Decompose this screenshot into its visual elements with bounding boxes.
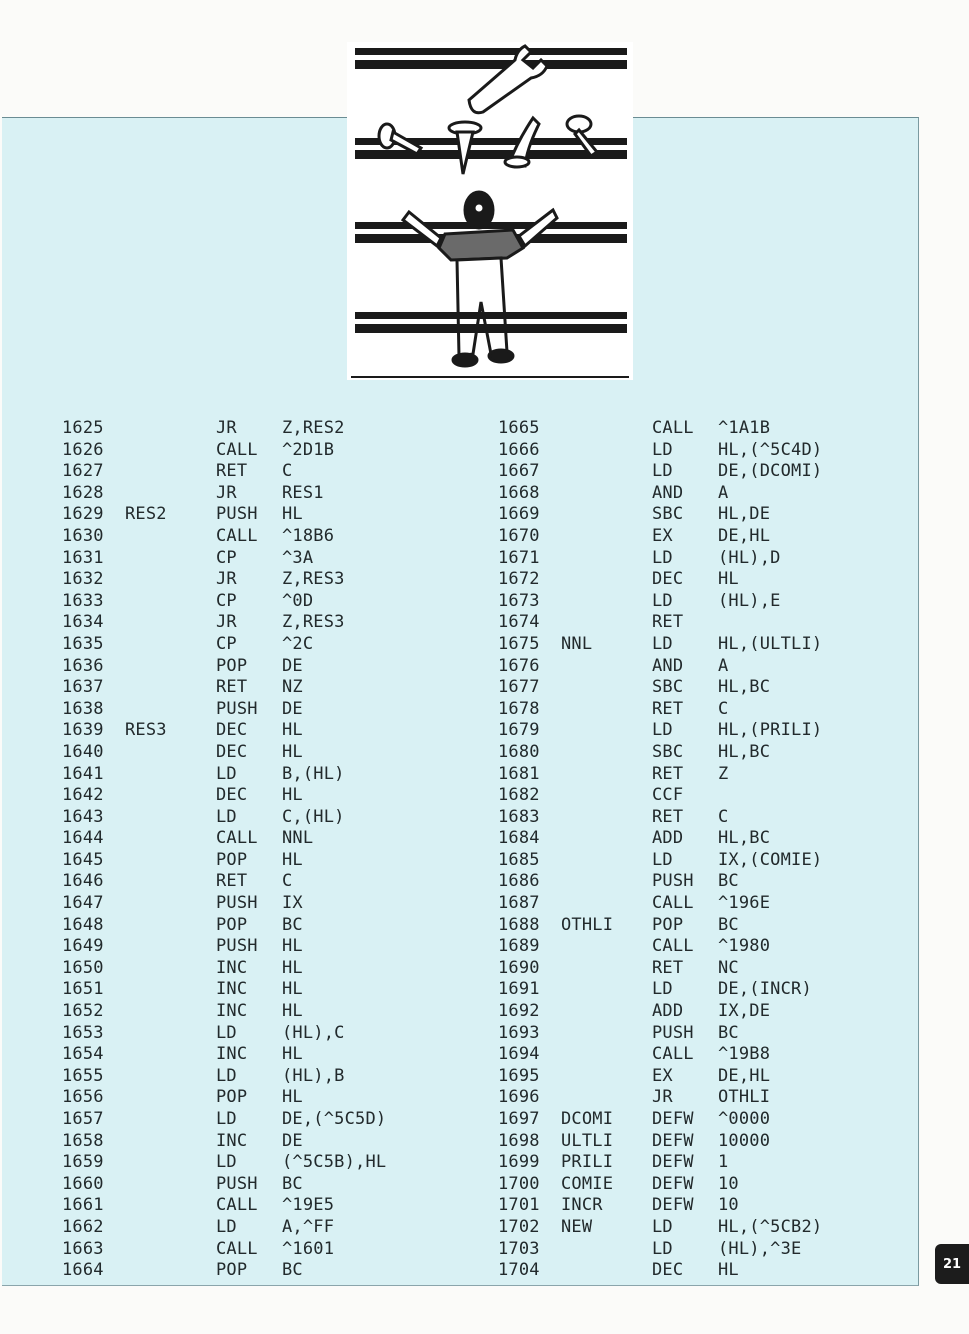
- operand: HL,(^5CB2): [718, 1216, 823, 1237]
- operand: HL,(PRILI): [718, 720, 823, 741]
- operand: HL: [282, 1001, 303, 1022]
- operand: C: [718, 698, 729, 719]
- line-number: 1654: [62, 1044, 104, 1065]
- operand: ^18B6: [282, 525, 335, 546]
- operand: HL: [282, 957, 303, 978]
- operand: HL,BC: [718, 677, 771, 698]
- opcode: CP: [216, 590, 237, 611]
- opcode: SBC: [652, 504, 684, 525]
- opcode: CCF: [652, 785, 684, 806]
- operand: DE: [282, 698, 303, 719]
- operand: HL,(ULTLI): [718, 633, 823, 654]
- operand: B,(HL): [282, 763, 345, 784]
- opcode: DEC: [216, 720, 248, 741]
- wrench-icon: [469, 46, 547, 113]
- opcode: PUSH: [216, 1173, 258, 1194]
- opcode: LD: [216, 1109, 237, 1129]
- opcode: RET: [652, 698, 684, 719]
- line-number: 1666: [498, 439, 540, 460]
- opcode: CALL: [652, 893, 694, 914]
- line-number: 1669: [498, 504, 540, 525]
- line-number: 1659: [62, 1152, 104, 1173]
- line-number: 1700: [498, 1173, 540, 1194]
- screw-icon: [449, 122, 481, 174]
- line-number: 1655: [62, 1065, 104, 1086]
- line-number: 1687: [498, 893, 540, 914]
- operand: ^19B8: [718, 1044, 771, 1065]
- operand: ^196E: [718, 893, 771, 914]
- line-number: 1645: [62, 849, 104, 870]
- operand: DE,(INCR): [718, 979, 812, 1000]
- line-number: 1658: [62, 1130, 104, 1151]
- opcode: CALL: [216, 1195, 258, 1216]
- line-number: 1697: [498, 1109, 540, 1129]
- operand: (HL),E: [718, 590, 781, 611]
- opcode: DEFW: [652, 1152, 694, 1173]
- opcode: EX: [652, 1065, 673, 1086]
- opcode: POP: [216, 1260, 248, 1281]
- line-number: 1643: [62, 806, 104, 827]
- operand: ^1A1B: [718, 418, 771, 438]
- operand: (HL),D: [718, 547, 781, 568]
- opcode: POP: [216, 655, 248, 676]
- line-number: 1694: [498, 1044, 540, 1065]
- operand: C: [282, 871, 293, 892]
- operand: BC: [718, 871, 739, 892]
- opcode: INC: [216, 979, 248, 1000]
- opcode: ADD: [652, 828, 684, 849]
- opcode: PUSH: [216, 893, 258, 914]
- opcode: LD: [652, 979, 673, 1000]
- line-number: 1671: [498, 547, 540, 568]
- opcode: JR: [216, 418, 237, 438]
- opcode: LD: [652, 633, 673, 654]
- opcode: SBC: [652, 741, 684, 762]
- opcode: RET: [216, 871, 248, 892]
- operand: HL,BC: [718, 828, 771, 849]
- opcode: AND: [652, 655, 684, 676]
- line-number: 1680: [498, 741, 540, 762]
- line-label: NNL: [561, 633, 593, 654]
- opcode: CALL: [216, 828, 258, 849]
- line-number: 1629: [62, 504, 104, 525]
- opcode: RET: [652, 806, 684, 827]
- line-label: RES2: [125, 504, 167, 525]
- operand: IX,DE: [718, 1001, 771, 1022]
- line-number: 1675: [498, 633, 540, 654]
- line-label: NEW: [561, 1216, 593, 1237]
- opcode: LD: [216, 763, 237, 784]
- opcode: LD: [652, 720, 673, 741]
- opcode: ADD: [652, 1001, 684, 1022]
- line-number: 1667: [498, 461, 540, 482]
- operand: ^0D: [282, 590, 314, 611]
- opcode: LD: [216, 1065, 237, 1086]
- operand: ^0000: [718, 1109, 771, 1129]
- operand: HL: [282, 720, 303, 741]
- operand: DE,HL: [718, 525, 771, 546]
- operand: ^3A: [282, 547, 314, 568]
- line-number: 1649: [62, 936, 104, 957]
- operand: HL,(^5C4D): [718, 439, 823, 460]
- opcode: LD: [652, 547, 673, 568]
- line-number: 1688: [498, 914, 540, 935]
- opcode: RET: [216, 461, 248, 482]
- line-number: 1638: [62, 698, 104, 719]
- operand: RES1: [282, 482, 324, 503]
- opcode: LD: [652, 439, 673, 460]
- opcode: DEFW: [652, 1130, 694, 1151]
- opcode: LD: [652, 849, 673, 870]
- line-number: 1656: [62, 1087, 104, 1108]
- line-number: 1696: [498, 1087, 540, 1108]
- line-number: 1679: [498, 720, 540, 741]
- operand: Z,RES3: [282, 569, 345, 590]
- operand: NC: [718, 957, 739, 978]
- line-number: 1691: [498, 979, 540, 1000]
- line-label: COMIE: [561, 1173, 614, 1194]
- opcode: DEFW: [652, 1173, 694, 1194]
- line-number: 1625: [62, 418, 104, 438]
- line-number: 1678: [498, 698, 540, 719]
- operand: C,(HL): [282, 806, 345, 827]
- opcode: LD: [216, 1022, 237, 1043]
- opcode: AND: [652, 482, 684, 503]
- operand: ^1980: [718, 936, 771, 957]
- operand: HL: [282, 1044, 303, 1065]
- line-number: 1661: [62, 1195, 104, 1216]
- operand: (HL),B: [282, 1065, 345, 1086]
- illustration-wrench-screws-figure: [347, 42, 633, 380]
- opcode: LD: [216, 1152, 237, 1173]
- operand: ^2D1B: [282, 439, 335, 460]
- operand: Z,RES2: [282, 418, 345, 438]
- line-number: 1641: [62, 763, 104, 784]
- operand: DE: [282, 1130, 303, 1151]
- operand: OTHLI: [718, 1087, 771, 1108]
- opcode: RET: [652, 957, 684, 978]
- opcode: CP: [216, 547, 237, 568]
- line-number: 1703: [498, 1238, 540, 1259]
- line-number: 1648: [62, 914, 104, 935]
- operand: HL: [282, 741, 303, 762]
- opcode: LD: [216, 806, 237, 827]
- line-number: 1684: [498, 828, 540, 849]
- opcode: INC: [216, 957, 248, 978]
- opcode: DEC: [652, 1260, 684, 1281]
- line-number: 1646: [62, 871, 104, 892]
- line-number: 1642: [62, 785, 104, 806]
- opcode: CALL: [652, 1044, 694, 1065]
- line-number: 1644: [62, 828, 104, 849]
- operand: HL: [718, 1260, 739, 1281]
- line-number: 1637: [62, 677, 104, 698]
- operand: HL: [282, 504, 303, 525]
- operand: A: [718, 482, 729, 503]
- operand: DE: [282, 655, 303, 676]
- line-number: 1692: [498, 1001, 540, 1022]
- line-number: 1668: [498, 482, 540, 503]
- opcode: CALL: [652, 936, 694, 957]
- line-number: 1652: [62, 1001, 104, 1022]
- opcode: CALL: [216, 1238, 258, 1259]
- opcode: RET: [652, 763, 684, 784]
- opcode: JR: [652, 1087, 673, 1108]
- operand: C: [282, 461, 293, 482]
- line-label: DCOMI: [561, 1109, 614, 1129]
- line-number: 1627: [62, 461, 104, 482]
- page-number: 21: [935, 1244, 969, 1284]
- opcode: DEC: [652, 569, 684, 590]
- line-number: 1673: [498, 590, 540, 611]
- opcode: INC: [216, 1130, 248, 1151]
- line-label: RES3: [125, 720, 167, 741]
- opcode: SBC: [652, 677, 684, 698]
- opcode: POP: [216, 1087, 248, 1108]
- opcode: PUSH: [216, 936, 258, 957]
- line-number: 1636: [62, 655, 104, 676]
- opcode: PUSH: [652, 1022, 694, 1043]
- operand: 10000: [718, 1130, 771, 1151]
- operand: DE,(DCOMI): [718, 461, 823, 482]
- line-number: 1630: [62, 525, 104, 546]
- line-number: 1695: [498, 1065, 540, 1086]
- line-label: INCR: [561, 1195, 603, 1216]
- opcode: EX: [652, 525, 673, 546]
- line-number: 1647: [62, 893, 104, 914]
- opcode: CP: [216, 633, 237, 654]
- opcode: DEC: [216, 741, 248, 762]
- operand: BC: [282, 914, 303, 935]
- opcode: RET: [652, 612, 684, 633]
- opcode: DEFW: [652, 1195, 694, 1216]
- line-number: 1633: [62, 590, 104, 611]
- operand: Z,RES3: [282, 612, 345, 633]
- line-number: 1685: [498, 849, 540, 870]
- opcode: JR: [216, 612, 237, 633]
- opcode: LD: [652, 1216, 673, 1237]
- line-number: 1631: [62, 547, 104, 568]
- operand: BC: [282, 1173, 303, 1194]
- operand: (HL),^3E: [718, 1238, 802, 1259]
- opcode: JR: [216, 482, 237, 503]
- line-number: 1657: [62, 1109, 104, 1129]
- line-number: 1682: [498, 785, 540, 806]
- line-number: 1650: [62, 957, 104, 978]
- line-number: 1640: [62, 741, 104, 762]
- operand: 10: [718, 1195, 739, 1216]
- operand: IX,(COMIE): [718, 849, 823, 870]
- line-number: 1672: [498, 569, 540, 590]
- line-number: 1674: [498, 612, 540, 633]
- operand: ^19E5: [282, 1195, 335, 1216]
- opcode: CALL: [216, 525, 258, 546]
- opcode: DEFW: [652, 1109, 694, 1129]
- line-number: 1628: [62, 482, 104, 503]
- line-number: 1677: [498, 677, 540, 698]
- operand: HL: [282, 849, 303, 870]
- operand: 1: [718, 1152, 729, 1173]
- operand: DE,(^5C5D): [282, 1109, 387, 1129]
- operand: HL,BC: [718, 741, 771, 762]
- operand: BC: [282, 1260, 303, 1281]
- line-label: ULTLI: [561, 1130, 614, 1151]
- line-number: 1653: [62, 1022, 104, 1043]
- operand: HL: [282, 936, 303, 957]
- operand: IX: [282, 893, 303, 914]
- operand: (HL),C: [282, 1022, 345, 1043]
- opcode: POP: [216, 849, 248, 870]
- opcode: PUSH: [216, 698, 258, 719]
- operand: 10: [718, 1173, 739, 1194]
- operand: HL: [718, 569, 739, 590]
- operand: DE,HL: [718, 1065, 771, 1086]
- opcode: CALL: [216, 439, 258, 460]
- opcode: POP: [652, 914, 684, 935]
- line-number: 1689: [498, 936, 540, 957]
- operand: HL: [282, 979, 303, 1000]
- line-number: 1670: [498, 525, 540, 546]
- line-number: 1699: [498, 1152, 540, 1173]
- operand: Z: [718, 763, 729, 784]
- line-number: 1681: [498, 763, 540, 784]
- opcode: INC: [216, 1044, 248, 1065]
- line-number: 1704: [498, 1260, 540, 1281]
- operand: A: [718, 655, 729, 676]
- opcode: DEC: [216, 785, 248, 806]
- line-number: 1635: [62, 633, 104, 654]
- opcode: POP: [216, 914, 248, 935]
- opcode: PUSH: [216, 504, 258, 525]
- opcode: INC: [216, 1001, 248, 1022]
- line-number: 1632: [62, 569, 104, 590]
- operand: C: [718, 806, 729, 827]
- operand: BC: [718, 1022, 739, 1043]
- operand: NZ: [282, 677, 303, 698]
- line-number: 1660: [62, 1173, 104, 1194]
- line-number: 1701: [498, 1195, 540, 1216]
- line-number: 1639: [62, 720, 104, 741]
- opcode: CALL: [652, 418, 694, 438]
- operand: (^5C5B),HL: [282, 1152, 387, 1173]
- operand: HL,DE: [718, 504, 771, 525]
- line-number: 1676: [498, 655, 540, 676]
- line-number: 1663: [62, 1238, 104, 1259]
- line-number: 1690: [498, 957, 540, 978]
- line-number: 1665: [498, 418, 540, 438]
- line-label: OTHLI: [561, 914, 614, 935]
- line-label: PRILI: [561, 1152, 614, 1173]
- operand: NNL: [282, 828, 314, 849]
- operand: ^1601: [282, 1238, 335, 1259]
- opcode: LD: [652, 590, 673, 611]
- hanging-figure-icon: [403, 192, 557, 366]
- opcode: LD: [652, 1238, 673, 1259]
- line-number: 1626: [62, 439, 104, 460]
- line-number: 1651: [62, 979, 104, 1000]
- line-number: 1698: [498, 1130, 540, 1151]
- opcode: JR: [216, 569, 237, 590]
- line-number: 1662: [62, 1216, 104, 1237]
- line-number: 1693: [498, 1022, 540, 1043]
- opcode: LD: [652, 461, 673, 482]
- line-number: 1664: [62, 1260, 104, 1281]
- operand: HL: [282, 1087, 303, 1108]
- operand: A,^FF: [282, 1216, 335, 1237]
- line-number: 1634: [62, 612, 104, 633]
- operand: ^2C: [282, 633, 314, 654]
- operand: HL: [282, 785, 303, 806]
- line-number: 1702: [498, 1216, 540, 1237]
- line-number: 1683: [498, 806, 540, 827]
- opcode: RET: [216, 677, 248, 698]
- operand: BC: [718, 914, 739, 935]
- opcode: PUSH: [652, 871, 694, 892]
- opcode: LD: [216, 1216, 237, 1237]
- line-number: 1686: [498, 871, 540, 892]
